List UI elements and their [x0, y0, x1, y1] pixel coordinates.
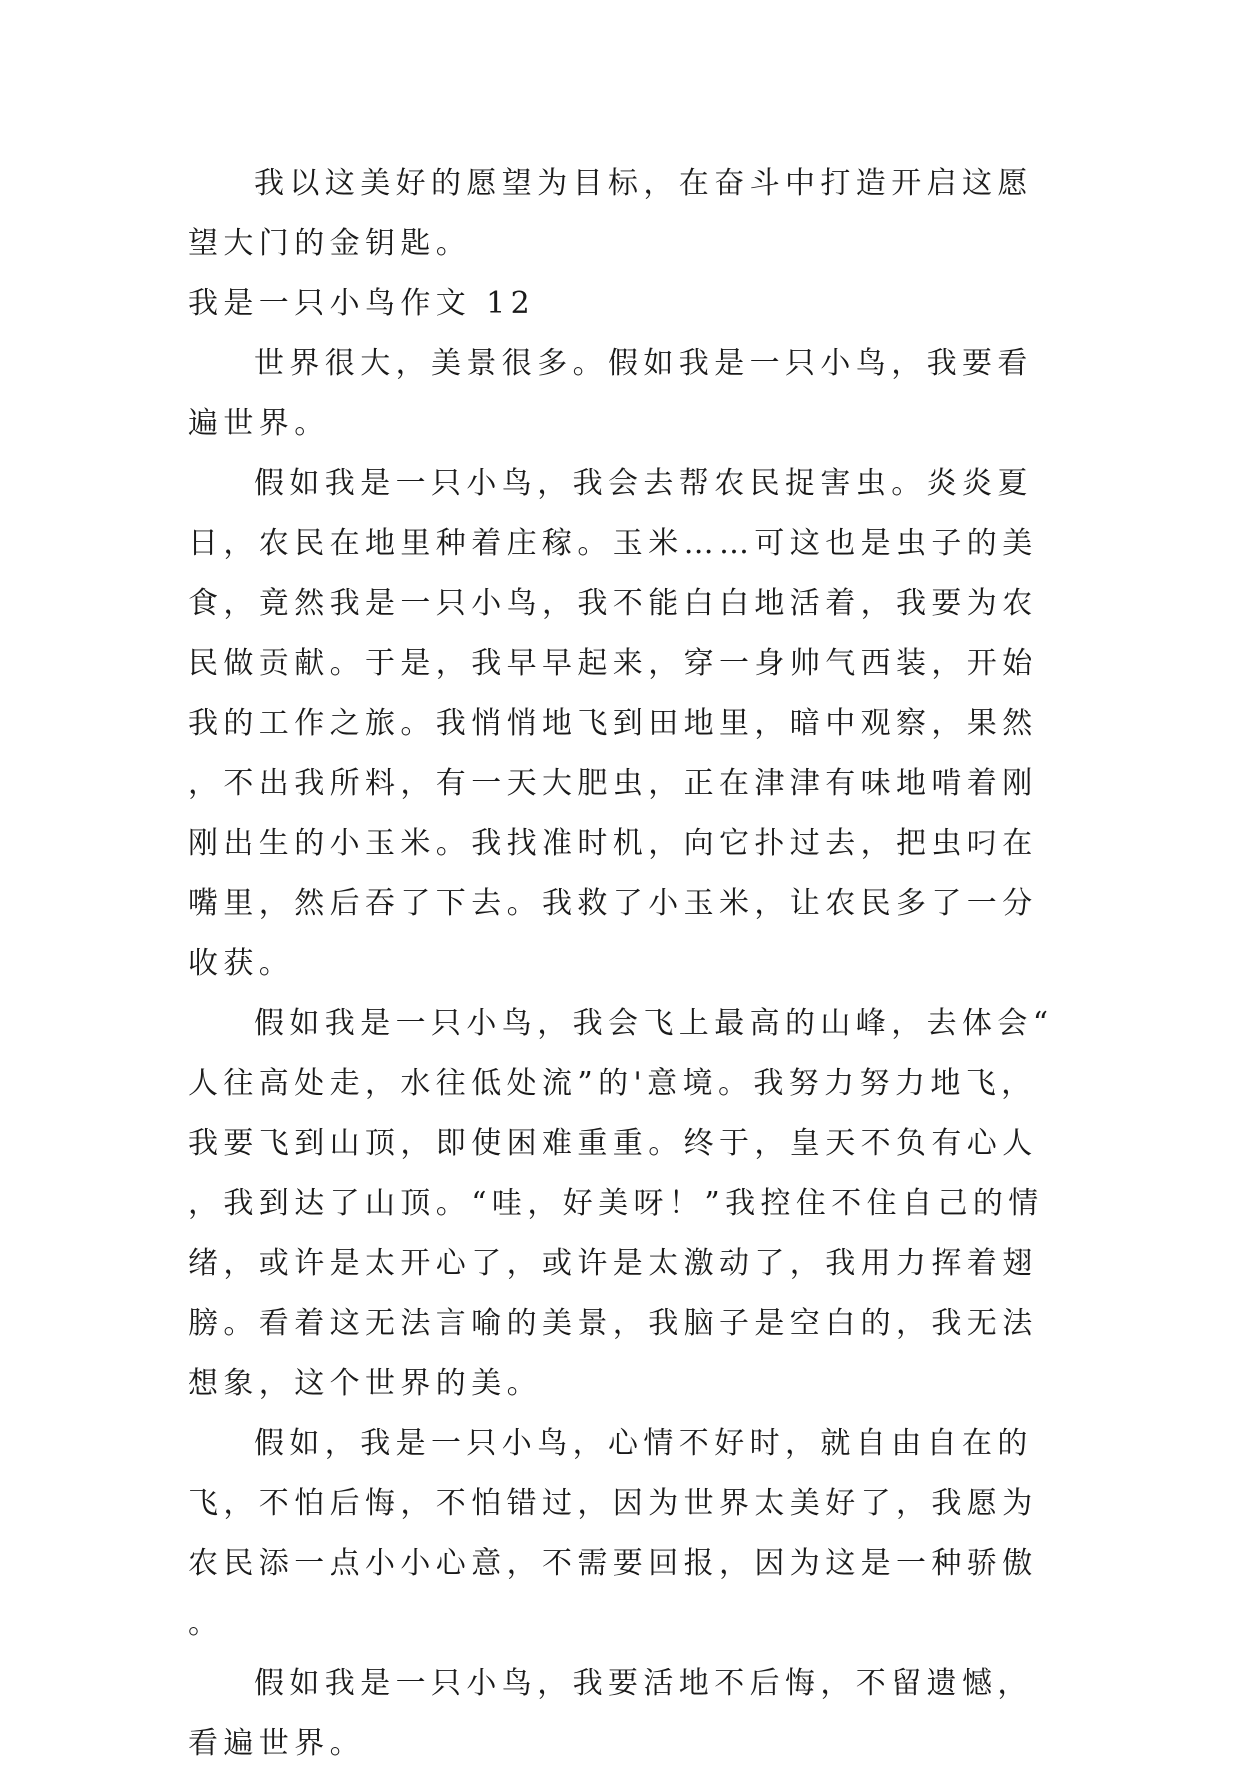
- paragraph-1: 世界很大，美景很多。假如我是一只小鸟，我要看遍世界。: [188, 346, 1033, 441]
- paragraph-5: 假如我是一只小鸟，我要活地不后悔，不留遗憾，看遍世界。: [188, 1666, 1033, 1761]
- paragraph-4: 假如，我是一只小鸟，心情不好时，就自由自在的飞，不怕后悔，不怕错过，因为世界太美好了，我愿为农民添一点小小心意，不需要回报，因为这是一种骄傲。: [188, 1426, 1038, 1641]
- intro-paragraph: 我以这美好的愿望为目标，在奋斗中打造开启这愿望大门的金钥匙。: [188, 166, 1033, 261]
- document-body: [188, 154, 1058, 1774]
- paragraph-2: 假如我是一只小鸟，我会去帮农民捉害虫。炎炎夏日，农民在地里种着庄稼。玉米……可这也是虫子的美食，竟然我是一只小鸟，我不能白白地活着，我要为农民做贡献。于是，我早早起来，穿一身帅气西装，开始我的工作之旅。我悄悄地飞到田地里，暗中观察，果然，不出我所料，有一天大肥虫，正在津津有味地啃着刚刚出生的小玉米。我找准时机，向它扑过去，把虫叼在嘴里，然后吞了下去。我救了小玉米，让农民多了一分收获。: [188, 466, 1038, 981]
- essay-heading: 我是一只小鸟作文 12: [188, 286, 536, 321]
- paragraph-3: 假如我是一只小鸟，我会飞上最高的山峰，去体会“人往高处走，水往低处流”的'意境。我努力努力地飞，我要飞到山顶，即使困难重重。终于，皇天不负有心人，我到达了山顶。“哇，好美呀！”我控住不住自己的情绪，或许是太开心了，或许是太激动了，我用力挥着翅膀。看着这无法言喻的美景，我脑子是空白的，我无法想象，这个世界的美。: [188, 1006, 1054, 1401]
